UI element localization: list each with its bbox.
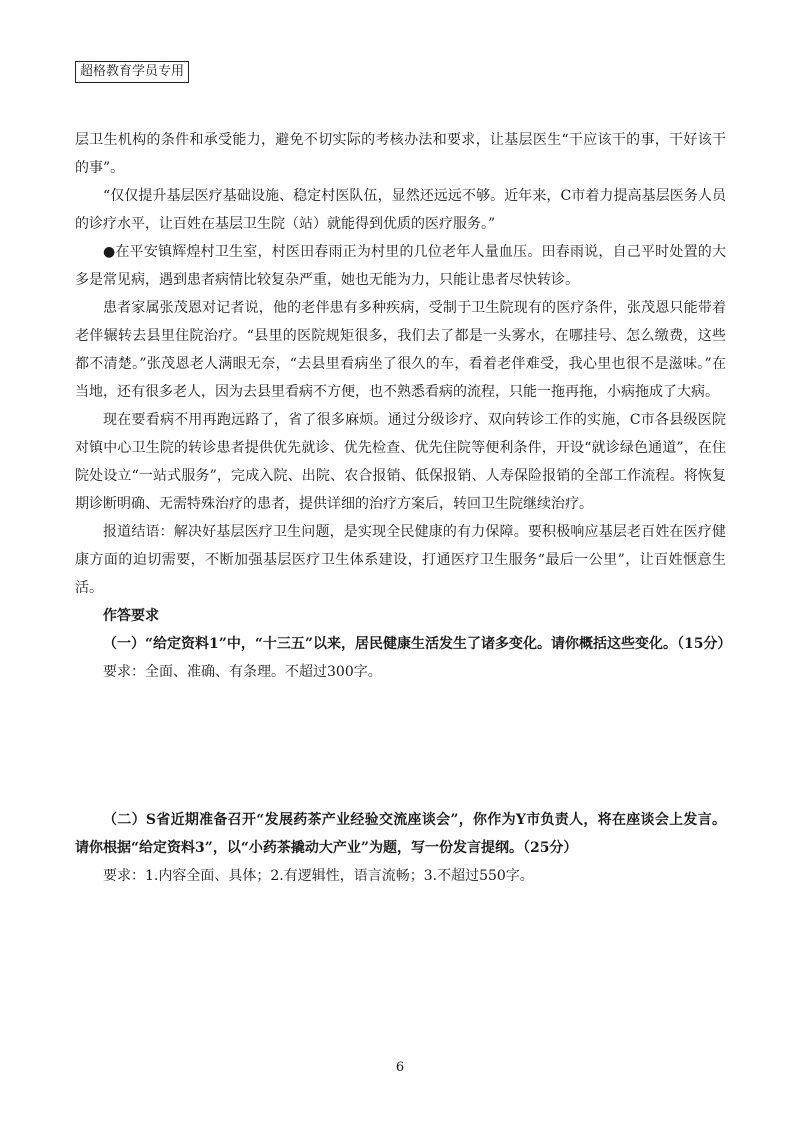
requirements-heading: 作答要求 bbox=[103, 608, 159, 624]
question-1-title: （一）“给定资料1”中，“十三五”以来，居民健康生活发生了诸多变化。请你概括这些变化。（15分） bbox=[103, 636, 732, 652]
question-2-title: （二）S省近期准备召开“发展药茶产业经验交流座谈会”，你作为Y市负责人，将在座谈会上发言。请你根据“给定资料3”，以“小药茶撬动大产业”为题，写一份发言提纲。（25分） bbox=[75, 812, 726, 856]
document-body bbox=[75, 126, 732, 890]
paragraph-continuation: 层卫生机构的条件和承受能力，避免不切实际的考核办法和要求，让基层医生“干应该干的事，干好该干的事”。 bbox=[75, 132, 726, 176]
paragraph-conclusion: 报道结语：解决好基层医疗卫生问题，是实现全民健康的有力保障。要积极响应基层老百姓在医疗健康方面的迫切需要，不断加强基层医疗卫生体系建设，打通医疗卫生服务“最后一公里”，让百姓惬意生活。 bbox=[75, 524, 726, 596]
answer-space bbox=[75, 686, 726, 806]
question-2-requirement: 要求：1.内容全面、具体；2.有逻辑性，语言流畅；3.不超过550字。 bbox=[103, 868, 534, 884]
paragraph-village-clinic: ●在平安镇辉煌村卫生室，村医田春雨正为村里的几位老年人量血压。田春雨说，自己平时处置的大多是常见病，遇到患者病情比较复杂严重，她也无能为力，只能让患者尽快转诊。 bbox=[75, 244, 726, 288]
paragraph-referral: 现在要看病不用再跑远路了，省了很多麻烦。通过分级诊疗、双向转诊工作的实施，C市各县级医院对镇中心卫生院的转诊患者提供优先就诊、优先检查、优先住院等便利条件，开设“就诊绿色通道”，在住院处设立“一站式服务”，完成入院、出院、农合报销、低保报销、人寿保险报销的全部工作流程。将恢复期诊断明确、无需特殊治疗的患者，提供详细的治疗方案后，转回卫生院继续治疗。 bbox=[75, 412, 726, 512]
paragraph-quote: “仅仅提升基层医疗基础设施、稳定村医队伍，显然还远远不够。近年来，C市着力提高基层医务人员的诊疗水平，让百姓在基层卫生院（站）就能得到优质的医疗服务。” bbox=[75, 188, 726, 232]
question-1-requirement: 要求：全面、准确、有条理。不超过300字。 bbox=[103, 664, 382, 680]
watermark-stamp: 超格教育学员专用 bbox=[75, 61, 189, 83]
page-number: 6 bbox=[395, 1060, 405, 1075]
paragraph-patient-family: 患者家属张茂恩对记者说，他的老伴患有多种疾病，受制于卫生院现有的医疗条件，张茂恩只能带着老伴辗转去县里住院治疗。“县里的医院规矩很多，我们去了都是一头雾水，在哪挂号、怎么缴费，这些都不清楚。”张茂恩老人满眼无奈，“去县里看病坐了很久的车，看着老伴难受，我心里也很不是滋味。”在当地，还有很多老人，因为去县里看病不方便，也不熟悉看病的流程，只能一拖再拖，小病拖成了大病。 bbox=[75, 300, 726, 400]
